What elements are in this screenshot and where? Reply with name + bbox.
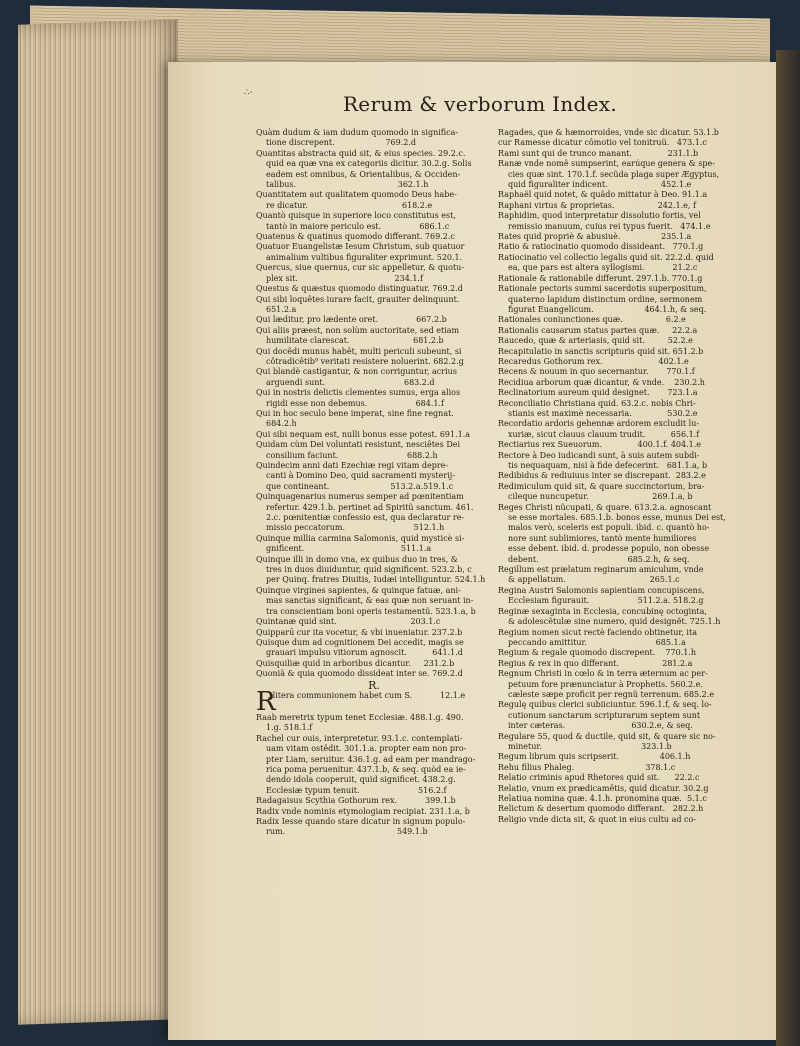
index-entry: Relatio, vnum ex prædicamêtis, quid dicatur. 30.2.g xyxy=(498,783,709,793)
index-entry: Quipparū cur ita vocetur, & vbi inueniatur. 237.2.b xyxy=(256,627,463,637)
index-entry: Reclinatorium aureum quid designet. 723.1.a xyxy=(498,388,698,398)
index-entry: Radix Iesse quando stare dicatur in signum populo- rum. 549.1.b xyxy=(256,817,466,837)
page-decoration: ∴· xyxy=(244,88,253,98)
index-entry: Religio vnde dicta sit, & quot in eius cultu ad co- xyxy=(498,814,697,824)
index-entry: Raab meretrix typum tenet Ecclesiæ. 488.1.g. 490. 1.g. 518.1.f xyxy=(256,712,464,733)
index-entry: Regina Austri Salomonis sapientiam concupiscens, Ecclesiam figurauit. 511.2.a. 518.2.g xyxy=(498,585,705,606)
index-entry: Radagaisus Scythia Gothorum rex. 399.1.b xyxy=(256,796,456,806)
index-entry: Regulę quibus clerici subiiciuntur. 596.1.f, & seq. lo- cutionum sanctarum scripturarum septem sunt inter cæteras. 630.2.e, & seq. xyxy=(498,700,712,731)
index-entry: Rami sunt qui de trunco manant. 231.1.b xyxy=(498,148,699,158)
index-entry xyxy=(256,686,492,717)
index-entry: Rationales coniunctiones quæ. 6.2.e xyxy=(498,315,686,325)
index-entry: Reginæ sexaginta in Ecclesia, concubinę octoginta, & adolescẽtulæ sine numero, quid designẽt. 725.1.h xyxy=(498,606,721,627)
index-entry: Rationale & rationabile differunt. 297.1.b. 770.1.g xyxy=(498,273,703,283)
index-entry: Relictum & desertum quomodo differant. 282.2.h xyxy=(498,804,704,814)
index-entry: Regillum est prælatum reginarum amiculum, vnde & appellatum. 265.1.c xyxy=(498,565,704,585)
index-entry: Redimiculum quid sit, & quare succinctorium, bra- cileque nuncupetur. 269.1.a, b xyxy=(498,481,705,502)
index-entry: Quercus, siue quernus, cur sic appelletur, & quotu- plex sit. 234.1.f xyxy=(256,263,465,283)
index-entry: Quisquiliæ quid in arboribus dicantur. 231.2.b xyxy=(256,658,455,668)
gutter-shadow xyxy=(776,50,800,1046)
index-entry: Redibidus & rediuiuus inter se discrepant. 283.2.e xyxy=(498,471,706,481)
index-entry: Regnum Christi in cœlo & in terra æternum ac per- petuum fore prænunciatur à Prophetis. 560.2.e. cæleste sæpe proficit per regnũ terrenum. 685.2.e xyxy=(498,669,715,699)
index-entry: Quinque illi in domo vna, ex quibus duo in tres, & tres in duos diuiduntur, quid significent. 523.2.b, c per Quinq. fratres Diuitis, Iudæi intelliguntur. 524.1.h xyxy=(256,554,486,585)
index-entry: cur Ramesse dicatur cômotio vel tonitruũ. 473.1.c xyxy=(498,138,707,148)
index-entry: Quintanæ quid sint. 203.1.c xyxy=(256,617,441,627)
index-entry: Ragades, que & hæmorroides, vnde sic dicatur. 53.1.b xyxy=(498,128,719,137)
index-entry: Quinquagenarius numerus semper ad pœnitentiam refertur. 429.1.b. pertinet ad Spiritũ sanctum. 461. 2.c. pœnitentiæ confessio est, qua declaratur re- missio peccatorum. 512.1.h xyxy=(256,492,474,533)
index-entry: Quantitas abstracta quid sit, & eius species. 29.2.c. quid ea quæ vna ex categoriis dicitur. 30.2.g. Solis eadem est omnibus, & Orientalibus, & Occiden- talibus. 362.1.h xyxy=(256,148,472,190)
right-column xyxy=(498,128,766,825)
index-entry: Qui blandè castigantur, & non corriguntur, acrius arguendi sunt. 683.2.d xyxy=(256,367,457,387)
index-entry: Recens & nouum in quo secernantur. 770.1.f xyxy=(498,367,695,377)
drop-capital: R xyxy=(256,686,276,717)
index-entry: Relatiua nomina quæ. 4.1.h. pronomina quæ. 5.1.c xyxy=(498,794,707,803)
index-entry: Questus & quæstus quomodo distinguatur. 769.2.d xyxy=(256,284,463,294)
index-entry: Quantitatem aut qualitatem quomodo Deus habe- re dicatur. 618.2.e xyxy=(256,190,457,210)
index-entry: Recidiua arborum quæ dicantur, & vnde. 230.2.h xyxy=(498,377,705,387)
index-entry: Raucedo, quæ & arteriasis, quid sit. 52.2.e xyxy=(498,336,693,346)
index-entry: Regium nomen sicut rectè faciendo obtinetur, ita peccando amittitur. 685.1.a xyxy=(498,627,697,647)
index-entry: Reconciliatio Christiana quid. 63.2.c. nobis Chri- stianis est maximè necessaria. 530.2.e xyxy=(498,398,698,418)
index-entry: Qui aliis præest, non solùm auctoritate, sed etiam humilitate clarescat. 681.2.b xyxy=(256,325,460,346)
index-entry: Ratiocinatio vel collectio legalis quid sit. 22.2.d. quid ea, que pars est altera syllogismi. 21.2.c xyxy=(498,252,714,273)
index-entry: Quatenus & quatinus quomodo differant. 769.2.c xyxy=(256,232,455,242)
index-entry: Recaredus Gothorum rex. 402.1.e xyxy=(498,356,689,366)
index-entry: Regulare 55, quod & ductile, quid sit, & quare sic no- minetur. 323.1.b xyxy=(498,731,716,751)
index-entry: Recordatio ardoris gehennæ ardorem excludit lu- xuriæ, sicut clauus clauum trudit. 656.1.f xyxy=(498,419,700,439)
index-entry: Quàm dudum & iam dudum quomodo in significa- tione discrepent. 769.2.d xyxy=(256,128,459,148)
index-entry: Reges Christi nũcupati, & quare. 613.2.a. agnoscant se esse mortales. 685.1.b. bonos esse, munus Dei est, malos verò, sceleris est populi. ibid. c. quantò ho- nore sunt sublimiores, tantò mente humiliores esse debent. ibid. d. prodesse populo, non obesse debent. 685.2.h, & seq. xyxy=(498,502,726,564)
letter-heading: R. xyxy=(368,678,380,692)
index-entry: Quantò quisque in superiore loco constitutus est, tantò in maiore periculo est. 686.1.c xyxy=(256,211,456,231)
index-entry: Rectore à Deo iudicandi sunt, à suis autem subdi- tis nequaquam, nisi à fide defecerint. 681.1.a, b xyxy=(498,450,708,470)
left-column xyxy=(256,128,492,838)
index-entry: Raphidim, quod interpretatur dissolutio fortis, vel remissio manuum, cuius rei typus fuerit. 474.1.e xyxy=(498,211,711,231)
index-entry: Qui in nostris delictis clementes sumus, erga alios rigidi esse non debemus. 684.1.f xyxy=(256,388,461,408)
index-entry: Rates quid propriè & abusiuè. 235.1.a xyxy=(498,232,692,242)
index-entry-text: , litera communionem habet cum S. 12.1.e xyxy=(267,690,466,700)
index-entry: Recapitulatio in sanctis scripturis quid sit. 651.2.b xyxy=(498,346,704,356)
index-entry: Quinque virgines sapientes, & quinque fatuæ, ani- mas sanctas significant, & eas quæ non seruant in- tra conscientiam boni operis testamentũ. 523.1.a, b xyxy=(256,585,476,616)
index-entry: Rectiarius rex Sueuorum. 400.1.f. 404.1.e xyxy=(498,440,702,450)
index-entry: Quoniã & quia quomodo dissideat inter se. 769.2.d xyxy=(256,669,463,679)
index-entry: Qui docêdi munus habêt, multi periculi subeunt, si côtradicêtib⁹ veritati resistere noluerint. 682.2.g xyxy=(256,346,464,366)
index-entry: Qui sibi nequam est, nulli bonus esse potest. 691.1.a xyxy=(256,429,471,439)
index-entry: Regum librum quis scripserit. 406.1.h xyxy=(498,752,691,762)
index-entry: Rehu filius Phaleg. 378.1.c xyxy=(498,762,676,772)
index-entry: Rationalis causarum status partes quæ. 22.2.a xyxy=(498,325,698,335)
index-entry: Regius & rex in quo differant. 281.2.a xyxy=(498,658,693,668)
index-entry: Quidam cùm Dei voluntati resistunt, nesciêtes Dei consilium faciunt. 688.2.h xyxy=(256,440,461,460)
index-entry: Radix vnde nominis etymologiam recipiat. 231.1.a, b xyxy=(256,806,470,816)
index-entry: Qui læditur, pro lædente oret. 667.2.b xyxy=(256,315,447,325)
index-entry: Quindecim anni dati Ezechiæ regi vitam depre- canti à Domino Deo, quid sacramenti mysterij- que contineant. 513.2.a.519.1.c xyxy=(256,461,455,491)
index-entry: Raphani virtus & proprietas. 242.1.e, f xyxy=(498,200,696,210)
index-entry: Ranæ vnde nomê sumpserint, earúque genera & spe- cies quæ sint. 170.1.f. secũda plaga super Ægyptus, quid figuraliter indicent. 452.1.e xyxy=(498,159,720,190)
index-entry: Qui sibi loquêtes iurare facit, grauiter delinquunt. 651.2.a xyxy=(256,294,460,314)
page-title: Rerum & verborum Index. xyxy=(342,92,618,116)
index-entry: Quatuor Euangelistæ Iesum Christum, sub quatuor animalium vultibus figuraliter exprimunt. 520.1. xyxy=(256,242,465,262)
index-entry: Rachel cur ouis, interpretetur. 93.1.c. contemplati- uam vitam ostêdit. 301.1.a. propter eam non pro- pter Liam, seruitur. 436.1.g. ad eam per mandrago- rica poma peruenitur. 437.1.b, & seq. quòd ea ie- dendo idola cooperuit, quid significet. 438.2.g. Ecclesiæ typum tenuit. 516.2.f xyxy=(256,733,476,795)
index-entry: Rationale pectoris summi sacerdotis superpositum, quaterno lapidum distinctum ordine, sermonem figurat Euangelicum. 464.1.h, & seq. xyxy=(498,284,707,314)
index-entry: Ratio & ratiocinatio quomodo dissideant. 770.1.g xyxy=(498,242,704,252)
page-edges xyxy=(18,19,178,1025)
index-entry: Relatio criminis apud Rhetores quid sit. 22.2.c xyxy=(498,773,700,783)
index-entry: Quinque millia carmina Salomonis, quid mysticè si- gnificent. 511.1.a xyxy=(256,533,465,554)
index-entry: Raphaël quid notet, & quãdo mittatur à Deo. 91.1.a xyxy=(498,190,708,200)
index-entry: Quisque dum ad cognitionem Dei accedit, magis se grauari impulsu vitiorum agnoscit. 641.1.d xyxy=(256,637,464,658)
index-entry: Regium & regale quomodo discrepent. 770.1.h xyxy=(498,648,696,658)
index-entry: Qui in hoc seculo bene imperat, sine fine regnat. 684.2.h xyxy=(256,408,454,429)
